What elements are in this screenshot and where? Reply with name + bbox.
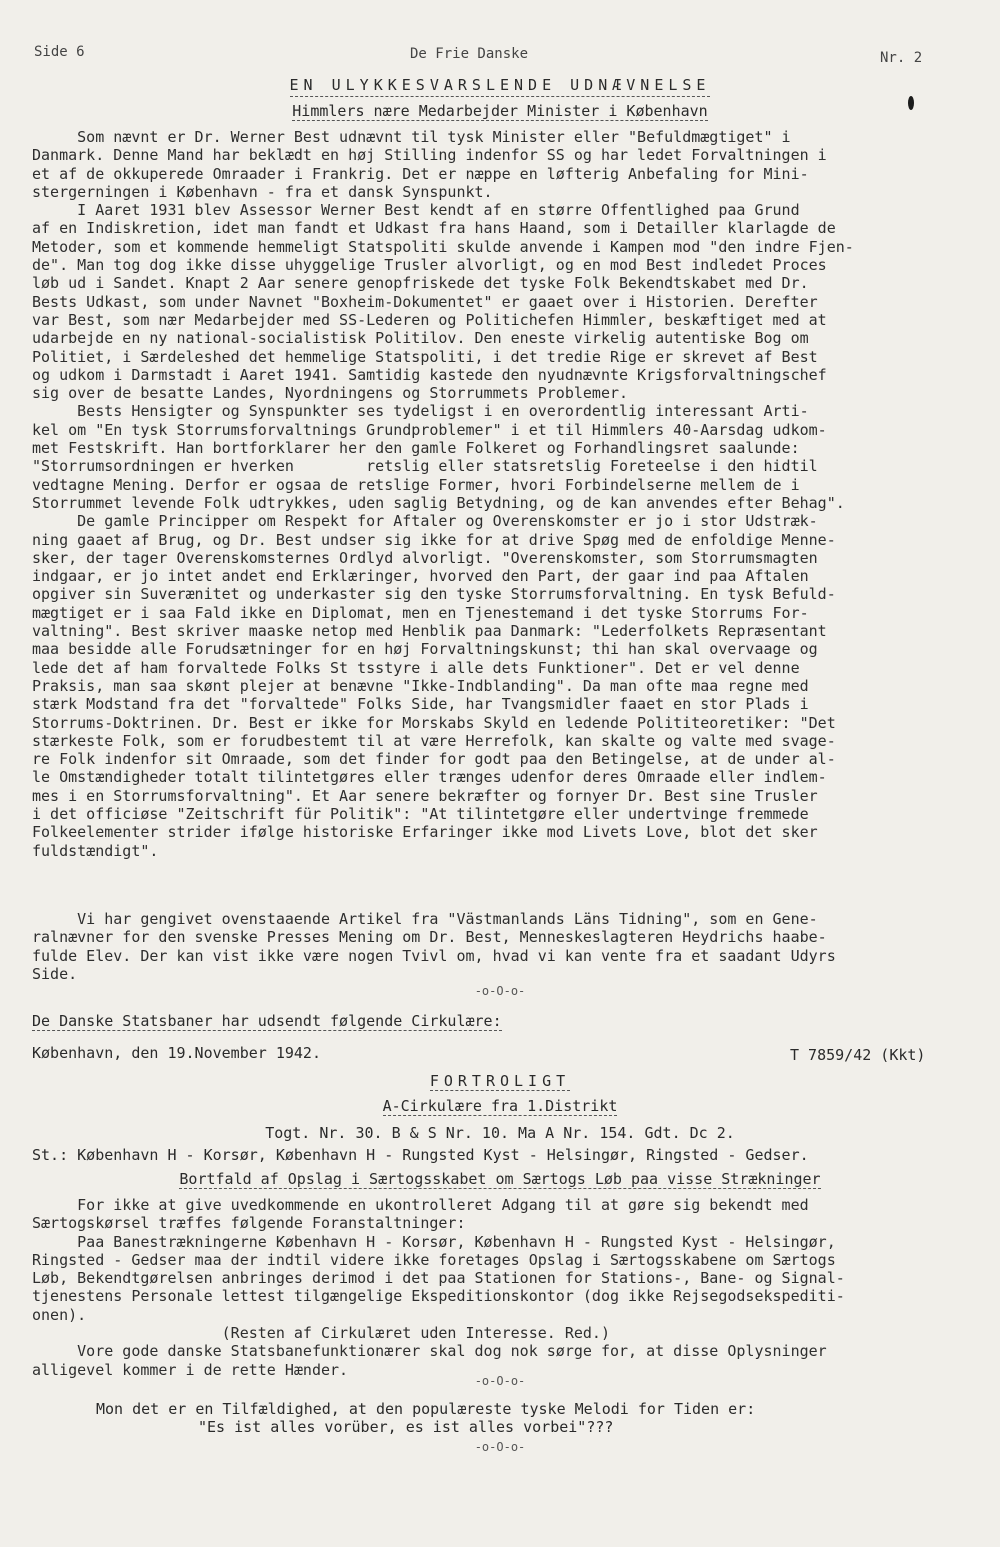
text-line: met Festskrift. Han bortforklarer her den gamle Folkeret og Forhandlingsret saalunde:: [32, 439, 800, 458]
text-line: For ikke at give uvedkommende en ukontrolleret Adgang til at gøre sig bekendt med: [32, 1196, 809, 1214]
text-line: stærk Modstand fra det "forvaltede" Folks Side, har Tvangsmidler faaet en stor Plads i: [32, 695, 809, 714]
text-line: sig over de besatte Landes, Nyordningens og Storrummets Problemer.: [32, 384, 629, 403]
issue-number: Nr. 2: [880, 50, 923, 66]
newspaper-title: De Frie Danske: [410, 46, 529, 62]
text-line: "Storrumsordningen er hverken retslig eller statsretslig Foreteelse i den hidtil: [32, 457, 818, 476]
text-line: Bests Udkast, som under Navnet "Boxheim-Dokumentet" er gaaet over i Historien. Derefter: [32, 292, 818, 311]
article-note: [32, 910, 972, 983]
text-line: indgaar, er jo intet andet end Erklæringer, hvorved den Part, der gaar ind paa Aftalen: [32, 567, 809, 586]
text-line: onen).: [32, 1305, 87, 1324]
circular-heading: De Danske Statsbaner har udsendt følgende Cirkulære:: [32, 1012, 502, 1030]
text-line: Side.: [32, 964, 78, 983]
text-line: Særtogskørsel træffes følgende Foranstaltninger:: [32, 1214, 466, 1233]
separator: -o-O-o-: [474, 984, 526, 998]
text-line: opgiver sin Suverænitet og underkaster sig den tyske Storrumsforvaltning. En tysk Befuld-: [32, 585, 836, 604]
closing-quote: "Es ist alles vorüber, es ist alles vorbei"???: [198, 1418, 614, 1436]
article-body: [32, 128, 972, 860]
text-line: kel om "En tysk Storrumsforvaltnings Grundproblemer" i et til Himmlers 40-Aarsdag udkom-: [32, 420, 827, 439]
text-line: udarbejde en ny national-socialistisk Politilov. Den eneste virkelig autentiske Bog om: [32, 329, 809, 348]
text-line: vedtagne Mening. Derfor er ogsaa de retslige Former, hvori Forbindelserne mellem de i: [32, 475, 800, 494]
text-line: Storrums-Doktrinen. Dr. Best er ikke for Morskabs Skyld en ledende Polititeoretiker: "Det: [32, 713, 836, 732]
text-line: lede det af ham forvaltede Folks St tsstyre i alle dets Funktioner". Det er vel denne: [32, 658, 800, 677]
circular-body: [32, 1196, 972, 1379]
text-line: (Resten af Cirkulæret uden Interesse. Red.): [32, 1324, 610, 1343]
ink-speck: [908, 96, 914, 110]
text-line: stærkeste Folk, som er forudbestemt til at være Herrefolk, kan skalte og valte med svage-: [32, 731, 836, 750]
circular-subject: Bortfald af Opslag i Særtogsskabet om Særtogs Løb paa visse Strækninger: [179, 1170, 821, 1188]
text-line: et af de okkuperede Omraader i Frankrig. Det er næppe en løfterig Anbefaling for Mini-: [32, 164, 809, 183]
confidential-label: FORTROLIGT: [429, 1072, 571, 1090]
text-line: og udkom i Darmstadt i Aaret 1941. Samtidig kastede den nyudnævnte Krigsforvaltningschef: [32, 365, 827, 384]
text-line: ning gaaet af Brug, og Dr. Best undser sig ikke for at drive Spøg med de enfoldige Menne-: [32, 530, 836, 549]
closing-question: Mon det er en Tilfældighed, at den populæreste tyske Melodi for Tiden er:: [96, 1400, 756, 1418]
circular-reference: T 7859/42 (Kkt): [790, 1046, 926, 1064]
district-label: A-Cirkulære fra 1.Distrikt: [382, 1097, 618, 1115]
text-line: Bests Hensigter og Synspunkter ses tydeligst i en overordentlig interessant Arti-: [32, 402, 809, 421]
text-line: var Best, som nær Medarbejder med SS-Lederen og Politichefen Himmler, beskæftiget med at: [32, 310, 827, 329]
page-number: Side 6: [34, 44, 85, 60]
train-line: Togt. Nr. 30. B & S Nr. 10. Ma A Nr. 154. Gdt. Dc 2.: [265, 1124, 735, 1142]
text-line: løb ud i Sandet. Knapt 2 Aar senere genopfriskede det tyske Folk Bekendtskabet med Dr.: [32, 274, 809, 293]
text-line: Paa Banestrækningerne København H - Korsør, København H - Rungsted Kyst - Helsingør,: [32, 1232, 836, 1251]
text-line: le Omstændigheder totalt tilintetgøres eller trænges udenfor deres Omraade eller indlem-: [32, 768, 827, 787]
text-line: alligevel kommer i de rette Hænder.: [32, 1360, 349, 1379]
article-title: EN ULYKKESVARSLENDE UDNÆVNELSE: [0, 76, 1000, 94]
text-line: fulde Elev. Der kan vist ikke være nogen Tvivl om, hvad vi kan vente fra et saadant Udyrs: [32, 946, 836, 965]
separator-3: -o-O-o-: [474, 1440, 526, 1454]
text-line: valtning". Best skriver maaske netop med Henblik paa Danmark: "Lederfolkets Repræsentant: [32, 622, 827, 641]
text-line: Metoder, som et kommende hemmeligt Statspoliti skulde anvende i Kampen mod "den indre Fjen-: [32, 237, 854, 256]
text-line: ralnævner for den svenske Presses Mening om Dr. Best, Menneskeslagteren Heydrichs haabe-: [32, 928, 827, 947]
text-line: re Folk indenfor sit Omraade, som det finder for godt paa den Betingelse, at de under al-: [32, 750, 836, 769]
text-line: Danmark. Denne Mand har beklædt en høj Stilling indenfor SS og har ledet Forvaltningen i: [32, 146, 827, 165]
text-line: de". Man tog dog ikke disse uhyggelige Trusler alvorligt, og en mod Best indledet Proces: [32, 256, 827, 275]
text-line: Ringsted - Gedser maa der indtil videre ikke foretages Opslag i Særtogsskabene om Særtogs: [32, 1250, 836, 1269]
text-line: Løb, Bekendtgørelsen anbringes derimod i det paa Stationen for Stations-, Bane- og Signal-: [32, 1269, 845, 1288]
text-line: mægtiget er i saa Fald ikke en Diplomat, men en Tjenestemand i det tyske Storrums For-: [32, 603, 809, 622]
text-line: Vi har gengivet ovenstaaende Artikel fra "Västmanlands Läns Tidning", som en Gene-: [32, 910, 818, 928]
text-line: Som nævnt er Dr. Werner Best udnævnt til tysk Minister eller "Befuldmægtiget" i: [32, 128, 791, 146]
text-line: Storrummet levende Folk udtrykkes, uden saglig Betydning, og de kan anvendes efter Behag".: [32, 493, 845, 512]
circular-dateline: København, den 19.November 1942.: [32, 1044, 321, 1062]
text-line: mes i en Storrumsforvaltning". Et Aar senere bekræfter og fornyer Dr. Best sine Trusler: [32, 786, 818, 805]
text-line: Politiet, i Særdeleshed det hemmelige Statspoliti, i det tredie Rige er skrevet af Best: [32, 347, 818, 366]
text-line: De gamle Principper om Respekt for Aftaler og Overenskomster er jo i stor Udstræk-: [32, 512, 818, 531]
text-line: I Aaret 1931 blev Assessor Werner Best kendt af en større Offentlighed paa Grund: [32, 201, 800, 220]
text-line: stergerningen i København - fra et dansk Synspunkt.: [32, 182, 493, 201]
text-line: tjenestens Personale lettest tilgængelige Ekspeditionskontor (dog ikke Rejsegodsekspediti-: [32, 1287, 845, 1306]
text-line: Praksis, man saa skønt plejer at benævne "Ikke-Indblanding". Da man ofte maa regne med: [32, 676, 809, 695]
stations-line: St.: København H - Korsør, København H - Rungsted Kyst - Helsingør, Ringsted - Gedser.: [32, 1146, 809, 1164]
text-line: Vore gode danske Statsbanefunktionærer skal dog nok sørge for, at disse Oplysninger: [32, 1342, 827, 1361]
article-subtitle: Himmlers nære Medarbejder Minister i København: [292, 102, 708, 120]
text-line: i det officiøse "Zeitschrift für Politik": "At tilintetgøre eller undertvinge fremmede: [32, 804, 809, 823]
text-line: sker, der tager Overenskomsternes Ordlyd alvorligt. "Overenskomster, som Storrumsmagten: [32, 548, 818, 567]
text-line: fuldstændigt".: [32, 841, 159, 860]
text-line: af en Indiskretion, idet man fandt et Udkast fra hans Haand, som i Detailler klarlagde de: [32, 219, 836, 238]
separator-2: -o-O-o-: [474, 1374, 526, 1388]
text-line: Folkeelementer strider ifølge historiske Erfaringer ikke mod Livets Love, blot det sker: [32, 823, 818, 842]
text-line: maa besidde alle Forudsætninger for en høj Forvaltningskunst; thi han skal overvaage og: [32, 640, 818, 659]
